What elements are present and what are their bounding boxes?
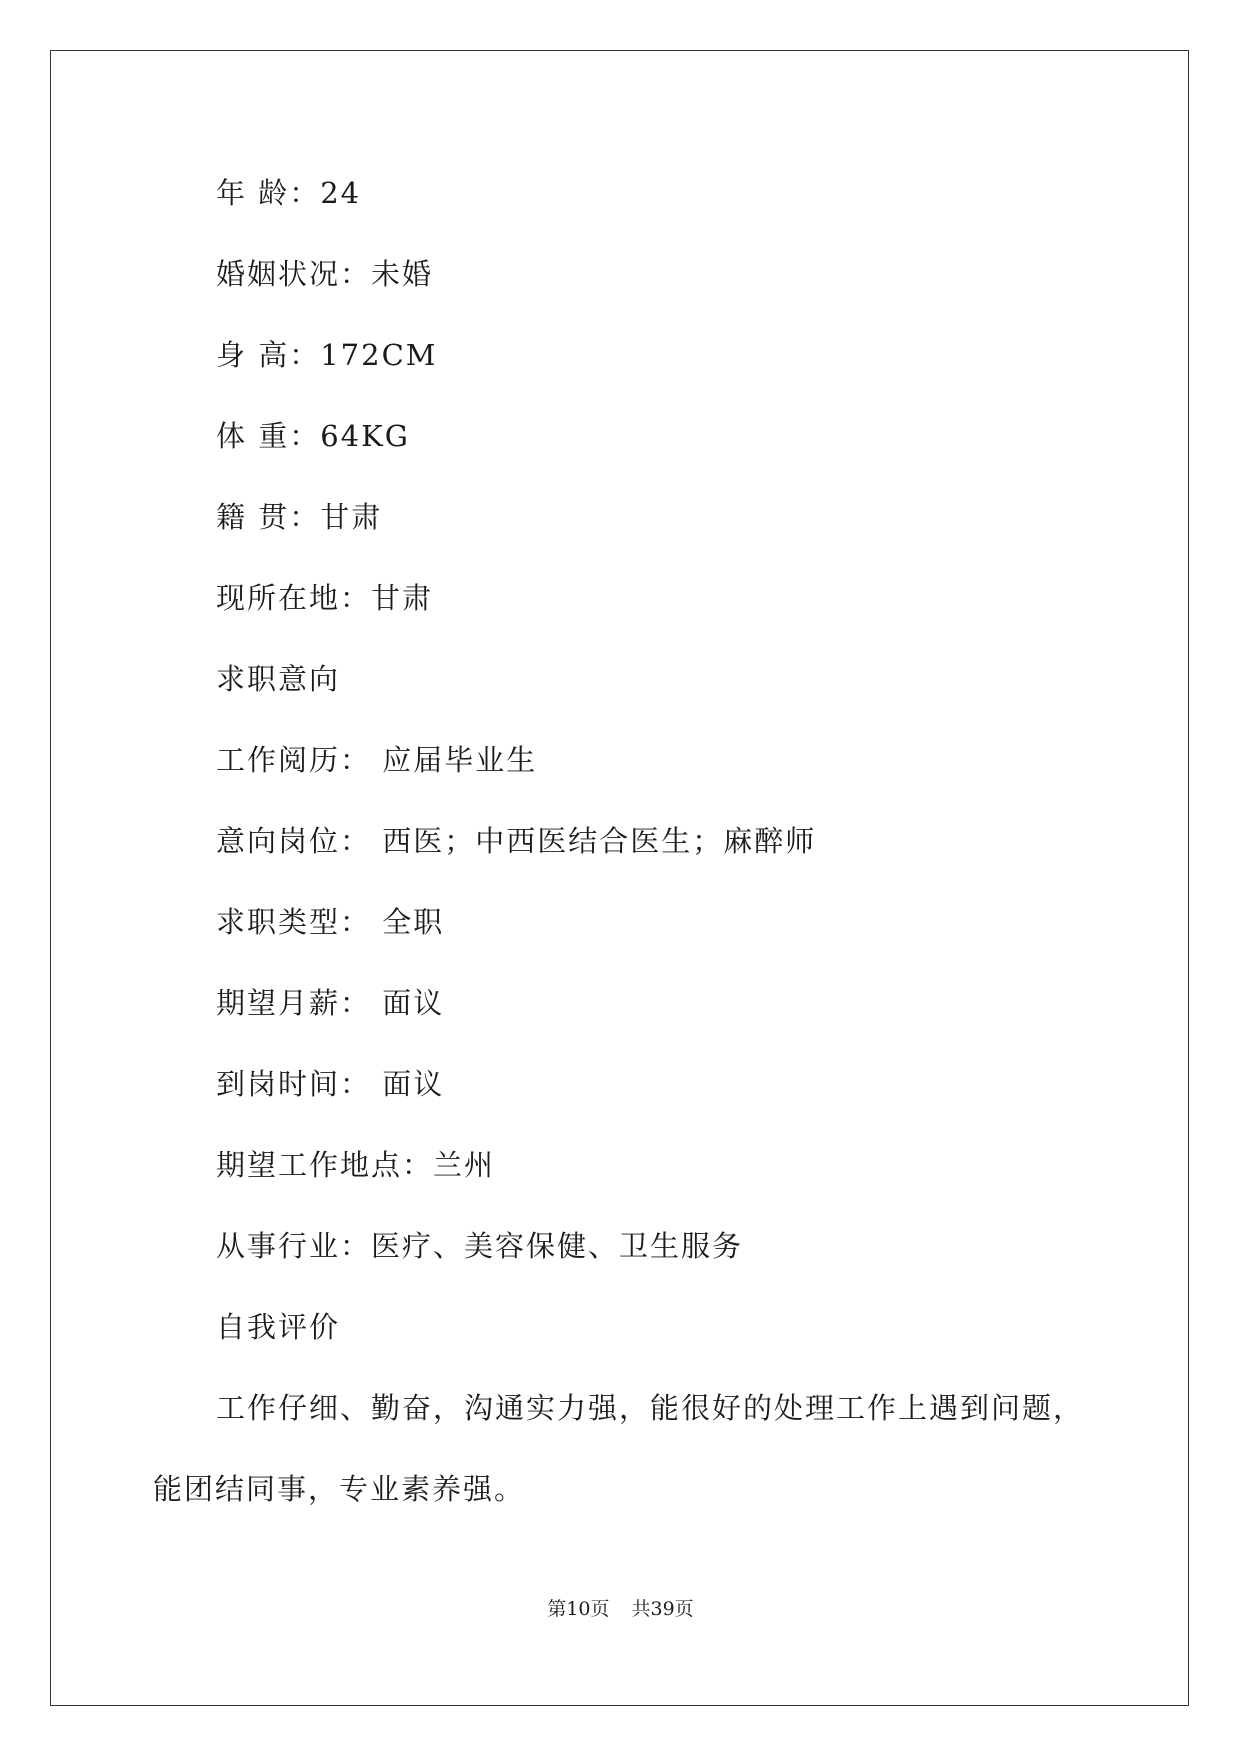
field-current-location: 现所在地：甘肃 (216, 581, 434, 615)
field-industry: 从事行业：医疗、美容保健、卫生服务 (216, 1229, 744, 1263)
page-footer (0, 1594, 1241, 1621)
self-evaluation-paragraph-line-1: 工作仔细、勤奋，沟通实力强，能很好的处理工作上遇到问题， (216, 1391, 1085, 1425)
field-start-date: 到岗时间： 面议 (216, 1067, 445, 1101)
field-height: 身 高：172CM (216, 338, 438, 372)
page-number-current: 第10页 (547, 1598, 610, 1620)
section-heading-job-intention: 求职意向 (216, 662, 341, 696)
field-work-experience: 工作阅历： 应届毕业生 (216, 743, 538, 777)
field-desired-position: 意向岗位： 西医；中西医结合医生；麻醉师 (216, 824, 817, 858)
field-weight: 体 重：64KG (216, 419, 410, 453)
section-heading-self-evaluation: 自我评价 (216, 1310, 341, 1344)
page-number-total: 共39页 (631, 1598, 694, 1620)
field-work-location: 期望工作地点：兰州 (216, 1148, 496, 1182)
field-marital-status: 婚姻状况：未婚 (216, 257, 434, 291)
field-age: 年 龄：24 (216, 176, 362, 210)
field-job-type: 求职类型： 全职 (216, 905, 445, 939)
field-native-place: 籍 贯：甘肃 (216, 500, 383, 534)
self-evaluation-paragraph-line-2: 能团结同事，专业素养强。 (153, 1472, 526, 1506)
field-expected-salary: 期望月薪： 面议 (216, 986, 445, 1020)
